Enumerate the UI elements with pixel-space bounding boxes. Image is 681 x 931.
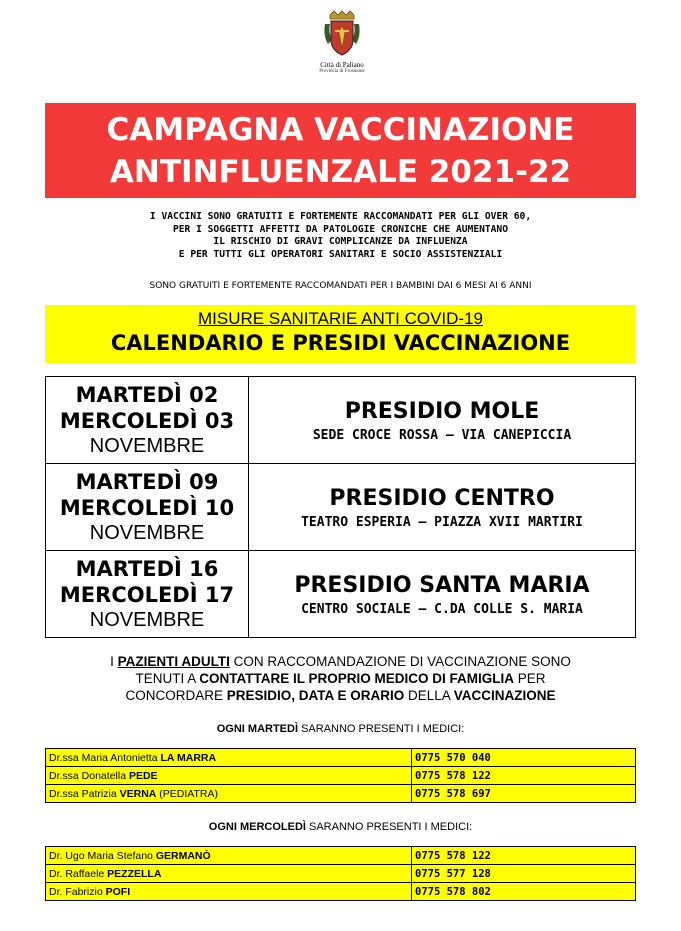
- doctor-name: [46, 785, 412, 803]
- doctor-surname: LA MARRA: [160, 751, 217, 764]
- day-first: MARTEDÌ 02: [75, 383, 219, 407]
- doctor-title: Dr.ssa Maria Antonietta: [49, 751, 161, 764]
- presidio-location: CENTRO SOCIALE – C.DA COLLE S. MARIA: [301, 601, 583, 617]
- doctor-title: Dr.ssa Patrizia: [49, 787, 120, 800]
- note-text: I: [110, 654, 118, 669]
- doctor-surname: VERNA: [119, 787, 157, 800]
- doctor-row: [46, 749, 636, 767]
- presidio-cell: [249, 551, 636, 638]
- calendar-row: [46, 551, 636, 638]
- doctor-surname: GERMANÒ: [155, 849, 211, 862]
- doctor-row: [46, 785, 636, 803]
- note-text: TENUTI A: [135, 671, 200, 686]
- doctor-surname: PEZZELLA: [107, 867, 162, 880]
- calendar-row: [46, 377, 636, 464]
- doctor-row: [46, 767, 636, 785]
- intro-line: E PER TUTTI GLI OPERATORI SANITARI E SOCIO ASSISTENZIALI: [178, 248, 503, 260]
- coat-of-arms-icon: [323, 10, 361, 58]
- note-line-2: [45, 670, 636, 687]
- doctor-name: [46, 767, 412, 785]
- note-text: PER: [514, 671, 546, 686]
- doctor-row: [46, 847, 636, 865]
- covid-subtitle: MISURE SANITARIE ANTI COVID-19: [198, 309, 483, 328]
- heading-text: SARANNO PRESENTI I MEDICI:: [305, 821, 473, 833]
- note-bold: PRESIDIO, DATA E ORARIO: [226, 688, 405, 703]
- province-name: Provincia di Frosinone: [319, 69, 365, 74]
- title-line-1: CAMPAGNA VACCINAZIONE: [106, 112, 575, 148]
- doctor-phone: 0775 578 802: [412, 883, 636, 901]
- presidio-cell: [249, 377, 636, 464]
- doctor-name: [46, 847, 412, 865]
- doctor-title: Dr. Ugo Maria Stefano: [49, 849, 156, 862]
- doctor-name: [46, 883, 412, 901]
- doctor-title: Dr. Raffaele: [49, 867, 108, 880]
- presidio-name: PRESIDIO MOLE: [344, 398, 540, 424]
- intro-line: PER I SOGGETTI AFFETTI DA PATOLOGIE CRONICHE CHE AUMENTANO: [172, 223, 508, 235]
- doctor-title: Dr.ssa Donatella: [49, 769, 129, 782]
- presidio-cell: [249, 464, 636, 551]
- doctor-phone: 0775 578 122: [412, 847, 636, 865]
- month: NOVEMBRE: [89, 609, 205, 631]
- note-text: CON RACCOMANDAZIONE DI VACCINAZIONE SONO: [229, 654, 571, 669]
- note-bold: VACCINAZIONE: [453, 688, 556, 703]
- doctor-row: [46, 865, 636, 883]
- presidio-location: TEATRO ESPERIA – PIAZZA XVII MARTIRI: [301, 514, 583, 530]
- day-second: MERCOLEDÌ 10: [59, 496, 235, 520]
- city-name: Città di Paliano: [320, 61, 364, 69]
- intro-line: IL RISCHIO DI GRAVI COMPLICANZE DA INFLUENZA: [213, 236, 468, 247]
- note-text: DELLA: [404, 688, 454, 703]
- calendar-row: [46, 464, 636, 551]
- calendar-heading: [45, 305, 636, 363]
- day-second: MERCOLEDÌ 17: [59, 583, 235, 607]
- date-cell: [46, 377, 249, 464]
- note-bold: CONTATTARE IL PROPRIO MEDICO DI FAMIGLIA: [199, 671, 514, 686]
- calendar-title: CALENDARIO E PRESIDI VACCINAZIONE: [110, 331, 571, 355]
- doctor-phone: 0775 578 122: [412, 767, 636, 785]
- doctor-row: [46, 883, 636, 901]
- presidio-location: SEDE CROCE ROSSA – VIA CANEPICCIA: [312, 427, 572, 443]
- intro-line: I VACCINI SONO GRATUITI E FORTEMENTE RACCOMANDATI PER GLI OVER 60,: [149, 211, 532, 222]
- patients-note: [45, 653, 636, 704]
- wednesday-heading: [45, 820, 636, 834]
- doctor-phone: 0775 570 040: [412, 749, 636, 767]
- doctor-title: Dr. Fabrizio: [49, 885, 106, 898]
- day-first: MARTEDÌ 09: [75, 470, 219, 494]
- note-line-3: [45, 687, 636, 704]
- city-crest: [302, 10, 382, 75]
- doctor-extra: (PEDIATRA): [156, 787, 219, 800]
- tuesday-doctors-table: [45, 748, 636, 803]
- calendar-table: [45, 376, 636, 638]
- tuesday-heading: [45, 722, 636, 736]
- presidio-name: PRESIDIO SANTA MARIA: [294, 572, 590, 598]
- doctor-phone: 0775 577 128: [412, 865, 636, 883]
- note-text: CONCORDARE: [125, 688, 227, 703]
- wednesday-doctors-table: [45, 846, 636, 901]
- presidio-name: PRESIDIO CENTRO: [329, 485, 555, 511]
- doctor-surname: PEDE: [128, 769, 158, 782]
- doctor-phone: 0775 578 697: [412, 785, 636, 803]
- doctor-surname: POFI: [105, 885, 131, 898]
- month: NOVEMBRE: [89, 435, 205, 457]
- heading-bold: OGNI MERCOLEDÌ: [208, 821, 306, 833]
- day-first: MARTEDÌ 16: [75, 557, 219, 581]
- note-bold: PAZIENTI ADULTI: [117, 654, 230, 669]
- children-note: SONO GRATUITI E FORTEMENTE RACCOMANDATI PER I BAMBINI DAI 6 MESI AI 6 ANNI: [149, 281, 532, 291]
- note-line-1: [45, 653, 636, 670]
- month: NOVEMBRE: [89, 522, 205, 544]
- date-cell: [46, 464, 249, 551]
- title-line-2: ANTINFLUENZALE 2021-22: [109, 154, 572, 190]
- intro-text: [45, 211, 636, 261]
- heading-text: SARANNO PRESENTI I MEDICI:: [298, 723, 465, 735]
- doctor-name: [46, 749, 412, 767]
- doctor-name: [46, 865, 412, 883]
- day-second: MERCOLEDÌ 03: [59, 409, 235, 433]
- title-banner: [45, 103, 636, 198]
- heading-bold: OGNI MARTEDÌ: [216, 723, 299, 735]
- date-cell: [46, 551, 249, 638]
